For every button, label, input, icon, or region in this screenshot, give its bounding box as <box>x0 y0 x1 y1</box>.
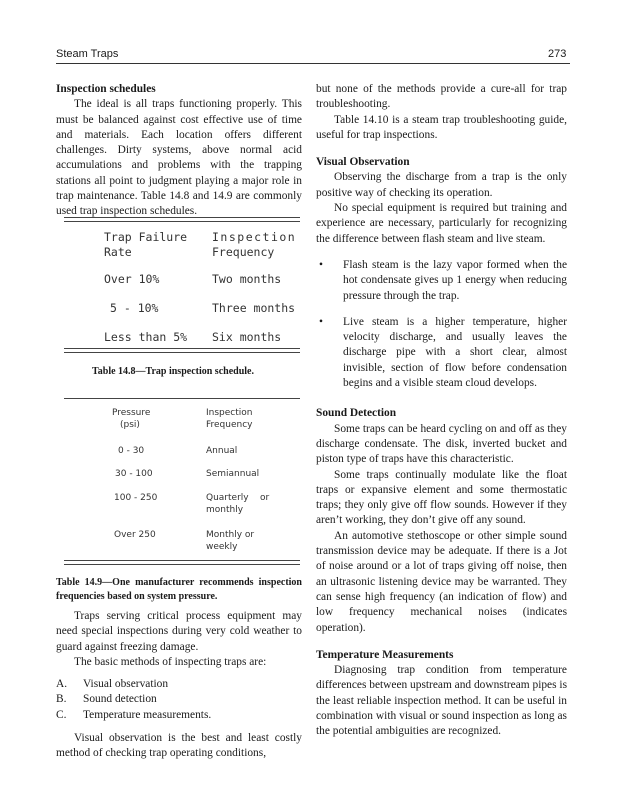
table2-col1-head-1: Pressure <box>112 408 151 418</box>
bullet-text: Live steam is a higher temperature, higher velocity discharge, and usually leaves the discharge pipe with a short clear, almost invisible, section of flow before condensation begins and a visible steam cloud develops. <box>343 315 567 390</box>
bullet-flash-steam <box>316 258 567 304</box>
header-rule <box>56 63 570 64</box>
table1-row-rate: Less than 5% <box>104 330 188 344</box>
table1-col1-head-2: Rate <box>104 245 132 259</box>
table2-bottom-rule <box>64 560 300 561</box>
table1-top-rule <box>64 217 300 218</box>
bullet-icon: • <box>319 315 323 328</box>
inspection-schedules-heading: Inspection schedules <box>56 83 156 95</box>
list-marker: B. <box>56 693 67 706</box>
sound-paragraph-1: Some traps can be heard cycling on and off as they discharge condensate. The disk, inverted bucket and piston type of traps have this characteristic. <box>316 422 567 466</box>
page-number: 273 <box>548 48 567 60</box>
temperature-measurements-heading: Temperature Measurements <box>316 648 454 661</box>
temperature-paragraph-1: Diagnosing trap condition from temperature differences between upstream and downstream pipes is the least reliable inspection method. It can be useful in combination with visual or sound inspection as long as the potential ambiguities are recognized. <box>316 664 567 738</box>
visual-paragraph-1: Observing the discharge from a trap is the only positive way of checking its operation. <box>316 171 567 199</box>
table1-col1-head-1: Trap Failure <box>104 230 188 244</box>
visual-observation-heading: Visual Observation <box>316 156 410 169</box>
list-item <box>56 692 302 707</box>
table2-row3-or: or <box>260 493 270 503</box>
table2-row1-frequency: Annual <box>206 446 238 456</box>
list-text: Temperature measurements. <box>83 708 212 721</box>
table2-col1-head-2: (psi) <box>120 420 140 430</box>
table2-row1-pressure: 0 - 30 <box>118 446 145 456</box>
table1-row-freq: Six months <box>212 330 282 344</box>
list-text: Sound detection <box>83 693 157 706</box>
table2-bottom-rule-2 <box>64 564 300 565</box>
table2-row4-pressure: Over 250 <box>114 530 156 540</box>
list-marker: C. <box>56 708 67 721</box>
sound-detection-heading: Sound Detection <box>316 407 397 420</box>
left-column-bottom <box>56 609 302 762</box>
table2-caption: Table 14.9—One manufacturer recommends inspection frequencies based on system pressure. <box>56 577 302 602</box>
visual-observation-intro: Visual observation is the best and least costly method of checking trap operating conditions, <box>56 732 302 760</box>
table2-top-rule <box>64 398 300 399</box>
list-item <box>56 708 302 723</box>
table1-bottom-rule-2 <box>64 352 300 353</box>
table2-row4-frequency: Monthly or <box>206 530 255 540</box>
left-column-top <box>56 82 302 220</box>
table2-col2-head-1: Inspection <box>206 408 253 418</box>
table2-row4-frequency-2: weekly <box>206 542 238 552</box>
methods-list <box>56 677 302 723</box>
visual-paragraph-2: No special equipment is required but training and experience are necessary, particularly for recognizing the difference between flash steam and live steam. <box>316 202 567 245</box>
sound-paragraph-3: An automotive stethoscope or other simple sound transmission device may be adequate. If there is a Jot of noise around or a lot of traps giving off noise, then an ultrasonic listening device may be warranted. They can sense high frequency (an indication of flow) and low frequency mechanical noises (indicates operation). <box>316 529 567 634</box>
table1-row-freq: Three months <box>212 301 296 315</box>
continued-paragraph: but none of the methods provide a cure-all for trap troubleshooting. <box>316 83 567 111</box>
right-column <box>316 82 567 740</box>
table2-row2-pressure: 30 - 100 <box>115 469 153 479</box>
table2-row3-frequency: Quarterly <box>206 493 249 503</box>
sound-paragraph-2: Some traps continually modulate like the float traps or expansive element and some thermostatic traps; they only give off flow sounds. However if they aren’t working, they don’t give off any sound. <box>316 468 567 527</box>
list-item <box>56 677 302 692</box>
methods-intro: The basic methods of inspecting traps are: <box>74 655 267 668</box>
special-inspection-paragraph: Traps serving critical process equipment may need special inspections during very cold weather to guard against freezing damage. <box>56 610 302 653</box>
table-14-10-paragraph: Table 14.10 is a steam trap troubleshooting guide, useful for trap inspections. <box>316 113 567 141</box>
table1-col2-head-2: Frequency <box>212 245 275 259</box>
inspection-paragraph: The ideal is all traps functioning properly. This must be balanced against cost effective use of time and materials. Each location offers different challenges. Dirty systems, above normal acid accumulations and problems with the trapping stations all point to judgment playing a major role in trap maintenance. Table 14.8 and 14.9 are commonly used trap inspection schedules. <box>56 98 302 218</box>
list-marker: A. <box>56 678 68 691</box>
table2-col2-head-2: Frequency <box>206 420 253 430</box>
table1-top-rule-2 <box>64 221 300 222</box>
table1-row-rate: Over 10% <box>104 272 160 286</box>
table1-col2-head-1: Inspection <box>212 230 297 244</box>
list-text: Visual observation <box>83 678 169 691</box>
table1-caption: Table 14.8—Trap inspection schedule. <box>92 366 254 377</box>
running-header-title: Steam Traps <box>56 48 119 60</box>
table1-row-freq: Two months <box>212 272 282 286</box>
bullet-icon: • <box>319 258 323 271</box>
bullet-text: Flash steam is the lazy vapor formed when the hot condensate gives up 1 energy when reducing pressure through the trap. <box>343 258 567 302</box>
bullet-live-steam <box>316 315 567 391</box>
table2-row3-frequency-2: monthly <box>206 505 244 515</box>
table1-row-rate: 5 - 10% <box>110 301 159 315</box>
table2-row3-pressure: 100 - 250 <box>114 493 158 503</box>
table2-row2-frequency: Semiannual <box>206 469 260 479</box>
table1-bottom-rule <box>64 348 300 349</box>
